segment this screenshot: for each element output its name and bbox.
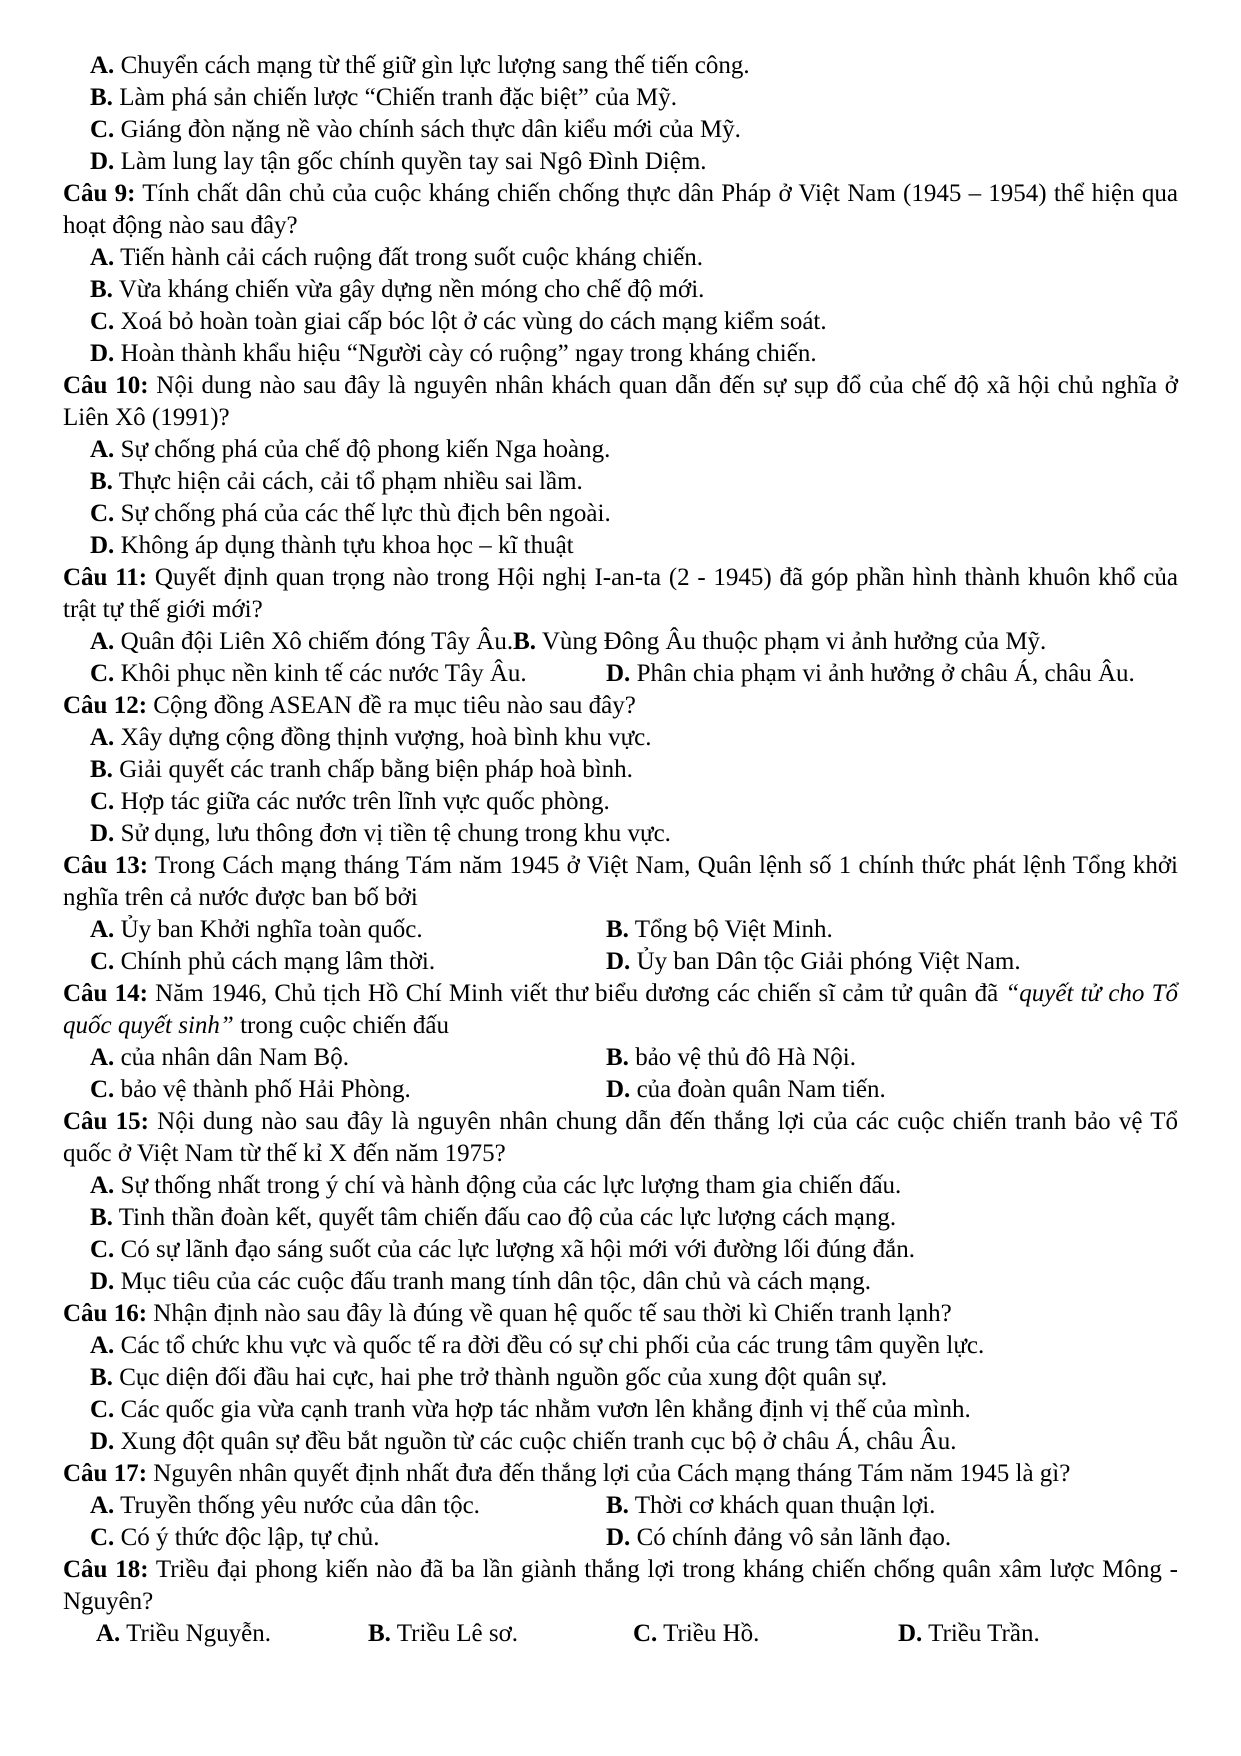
question	[63, 978, 1178, 1042]
question-text: Nội dung nào sau đây là nguyên nhân khách quan dẫn đến sự sụp đổ của chế độ xã hội chủ nghĩa ở Liên Xô (1991)?	[63, 372, 1178, 431]
question-text-italic: “quyết tử cho Tổ quốc quyết sinh”	[63, 980, 1178, 1039]
question	[63, 690, 1178, 722]
option-letter: A.	[90, 436, 115, 463]
option-letter: A.	[90, 916, 115, 943]
option-row-four-col	[63, 1618, 1178, 1650]
question-text: trong cuộc chiến đấu	[233, 1012, 450, 1039]
option-cell: D. Phân chia phạm vi ảnh hưởng ở châu Á, châu Âu.	[606, 660, 1135, 687]
question-label: Câu 10:	[63, 372, 149, 399]
option	[63, 1394, 1178, 1426]
option-letter: C.	[90, 116, 115, 143]
option	[63, 498, 1178, 530]
option-letter: A.	[90, 52, 115, 79]
question-text: Năm 1946, Chủ tịch Hồ Chí Minh viết thư biểu dương các chiến sĩ cảm tử quân đã	[147, 980, 1006, 1007]
option	[63, 114, 1178, 146]
option-cell: A. Ủy ban Khởi nghĩa toàn quốc.	[90, 916, 423, 943]
question	[63, 370, 1178, 434]
option-cell: A. Truyền thống yêu nước của dân tộc.	[90, 1492, 480, 1519]
option-cell: D. Làm lung lay tận gốc chính quyền tay sai Ngô Đình Diệm.	[90, 148, 707, 175]
option-cell: A. Chuyển cách mạng từ thế giữ gìn lực lượng sang thế tiến công.	[90, 52, 750, 79]
option	[63, 338, 1178, 370]
option-letter: C.	[633, 1620, 658, 1647]
question	[63, 850, 1178, 914]
option-letter: B.	[90, 1204, 113, 1231]
option-cell: C. Có ý thức độc lập, tự chủ.	[90, 1524, 380, 1551]
option-letter: B.	[368, 1620, 391, 1647]
option-cell: A. Tiến hành cải cách ruộng đất trong suốt cuộc kháng chiến.	[90, 244, 704, 271]
option-letter: D.	[606, 948, 631, 975]
option	[63, 434, 1178, 466]
option	[63, 722, 1178, 754]
option-letter: D.	[90, 532, 115, 559]
option	[63, 466, 1178, 498]
option	[63, 1266, 1178, 1298]
option-cell: C. Các quốc gia vừa cạnh tranh vừa hợp tác nhằm vươn lên khẳng định vị thế của mình.	[90, 1396, 971, 1423]
option-cell: C. Có sự lãnh đạo sáng suốt của các lực lượng xã hội mới với đường lối đúng đắn.	[90, 1236, 916, 1263]
option-cell: D. Triều Trần.	[898, 1620, 1040, 1647]
option-cell: D. của đoàn quân Nam tiến.	[606, 1076, 886, 1103]
option-cell: B. Vùng Đông Âu thuộc phạm vi ảnh hưởng của Mỹ.	[513, 628, 1047, 655]
option-letter: A.	[90, 1044, 115, 1071]
option-cell: C. Xoá bỏ hoàn toàn giai cấp bóc lột ở các vùng do cách mạng kiểm soát.	[90, 308, 827, 335]
option	[63, 50, 1178, 82]
question-text: Trong Cách mạng tháng Tám năm 1945 ở Việt Nam, Quân lệnh số 1 chính thức phát lệnh Tổng khởi nghĩa trên cả nước được ban bố bởi	[63, 852, 1178, 911]
question-label: Câu 12:	[63, 692, 148, 719]
option-cell: A. Triều Nguyễn.	[96, 1620, 272, 1647]
option-letter: B.	[606, 1044, 629, 1071]
option-letter: D.	[606, 1076, 631, 1103]
option-cell: A. Sự thống nhất trong ý chí và hành động của các lực lượng tham gia chiến đấu.	[90, 1172, 902, 1199]
option-cell: A. Các tổ chức khu vực và quốc tế ra đời đều có sự chi phối của các trung tâm quyền lực.	[90, 1332, 985, 1359]
option-row-two-col	[63, 658, 1178, 690]
option-letter: C.	[90, 948, 115, 975]
option-cell: D. Không áp dụng thành tựu khoa học – kĩ thuật	[90, 532, 574, 559]
option	[63, 1170, 1178, 1202]
question-text: Quyết định quan trọng nào trong Hội nghị I-an-ta (2 - 1945) đã góp phần hình thành khuôn khổ của trật tự thế giới mới?	[63, 564, 1178, 623]
option-cell: B. Thực hiện cải cách, cải tổ phạm nhiều sai lầm.	[90, 468, 583, 495]
option-cell: B. Triều Lê sơ.	[368, 1620, 519, 1647]
option-letter: D.	[606, 1524, 631, 1551]
option-letter: C.	[90, 1524, 115, 1551]
option	[63, 754, 1178, 786]
question-label: Câu 13:	[63, 852, 149, 879]
option-cell: C. Giáng đòn nặng nề vào chính sách thực dân kiểu mới của Mỹ.	[90, 116, 741, 143]
question-label: Câu 11:	[63, 564, 148, 591]
option-cell: A. Xây dựng cộng đồng thịnh vượng, hoà bình khu vực.	[90, 724, 652, 751]
option-cell: A. Quân đội Liên Xô chiếm đóng Tây Âu.	[90, 628, 514, 655]
option-letter: A.	[90, 1172, 115, 1199]
option	[63, 242, 1178, 274]
option-letter: A.	[90, 1492, 115, 1519]
option-letter: B.	[513, 628, 537, 655]
option-letter: D.	[898, 1620, 923, 1647]
option-row-two-col	[63, 1074, 1178, 1106]
question-label: Câu 18:	[63, 1556, 149, 1583]
option-letter: D.	[90, 340, 115, 367]
option-letter: A.	[90, 1332, 115, 1359]
question	[63, 178, 1178, 242]
option-row-inline	[63, 626, 1178, 658]
option-cell: C. Hợp tác giữa các nước trên lĩnh vực quốc phòng.	[90, 788, 610, 815]
option-row-two-col	[63, 946, 1178, 978]
option-letter: B.	[606, 1492, 629, 1519]
option-cell: C. Khôi phục nền kinh tế các nước Tây Âu.	[90, 660, 527, 687]
option-letter: A.	[96, 1620, 121, 1647]
option	[63, 1202, 1178, 1234]
option-cell: D. Mục tiêu của các cuộc đấu tranh mang tính dân tộc, dân chủ và cách mạng.	[90, 1268, 871, 1295]
option-letter: A.	[90, 724, 115, 751]
question-label: Câu 14:	[63, 980, 148, 1007]
option-cell: B. Làm phá sản chiến lược “Chiến tranh đặc biệt” của Mỹ.	[90, 84, 677, 111]
option-letter: B.	[90, 468, 113, 495]
question	[63, 1458, 1178, 1490]
option	[63, 1330, 1178, 1362]
option-cell: D. Có chính đảng vô sản lãnh đạo.	[606, 1524, 952, 1551]
option-letter: D.	[90, 820, 115, 847]
question-text: Nguyên nhân quyết định nhất đưa đến thắng lợi của Cách mạng tháng Tám năm 1945 là gì?	[147, 1460, 1071, 1487]
option-cell: B. Cục diện đối đầu hai cực, hai phe trở thành nguồn gốc của xung đột quân sự.	[90, 1364, 888, 1391]
option-cell: D. Xung đột quân sự đều bắt nguồn từ các cuộc chiến tranh cục bộ ở châu Á, châu Âu.	[90, 1428, 957, 1455]
option-letter: A.	[90, 244, 115, 271]
option-cell: B. bảo vệ thủ đô Hà Nội.	[606, 1044, 856, 1071]
option-letter: D.	[90, 1268, 115, 1295]
option-letter: C.	[90, 1396, 115, 1423]
option-cell: A. của nhân dân Nam Bộ.	[90, 1044, 349, 1071]
question-label: Câu 9:	[63, 180, 136, 207]
option	[63, 786, 1178, 818]
option	[63, 1362, 1178, 1394]
option	[63, 530, 1178, 562]
option	[63, 82, 1178, 114]
question-text: Nhận định nào sau đây là đúng về quan hệ quốc tế sau thời kì Chiến tranh lạnh?	[147, 1300, 952, 1327]
option-cell: C. Chính phủ cách mạng lâm thời.	[90, 948, 436, 975]
question-text: Triều đại phong kiến nào đã ba lần giành thắng lợi trong kháng chiến chống quân xâm lược Mông - Nguyên?	[63, 1556, 1178, 1615]
question-text: Nội dung nào sau đây là nguyên nhân chung dẫn đến thắng lợi của các cuộc chiến tranh bảo vệ Tổ quốc ở Việt Nam từ thế kỉ X đến năm 1975?	[63, 1108, 1178, 1167]
question	[63, 562, 1178, 626]
question	[63, 1106, 1178, 1170]
option-letter: B.	[606, 916, 629, 943]
option-letter: C.	[90, 500, 115, 527]
option-letter: B.	[90, 276, 113, 303]
option-row-two-col	[63, 914, 1178, 946]
option-cell: D. Ủy ban Dân tộc Giải phóng Việt Nam.	[606, 948, 1021, 975]
option-cell: C. bảo vệ thành phố Hải Phòng.	[90, 1076, 411, 1103]
option-cell: B. Giải quyết các tranh chấp bằng biện pháp hoà bình.	[90, 756, 633, 783]
option-cell: D. Sử dụng, lưu thông đơn vị tiền tệ chung trong khu vực.	[90, 820, 671, 847]
option-letter: B.	[90, 84, 113, 111]
option	[63, 1234, 1178, 1266]
option-row-two-col	[63, 1490, 1178, 1522]
option-letter: B.	[90, 1364, 113, 1391]
question	[63, 1554, 1178, 1618]
question-text: Tính chất dân chủ của cuộc kháng chiến chống thực dân Pháp ở Việt Nam (1945 – 1954) thể hiện qua hoạt động nào sau đây?	[63, 180, 1178, 239]
option-cell: B. Vừa kháng chiến vừa gây dựng nền móng cho chế độ mới.	[90, 276, 705, 303]
option-letter: C.	[90, 1236, 115, 1263]
option-cell: C. Sự chống phá của các thế lực thù địch bên ngoài.	[90, 500, 611, 527]
question-label: Câu 17:	[63, 1460, 148, 1487]
option-letter: C.	[90, 660, 115, 687]
option-letter: A.	[90, 628, 115, 655]
option-row-two-col	[63, 1522, 1178, 1554]
question-label: Câu 15:	[63, 1108, 149, 1135]
option	[63, 306, 1178, 338]
option-cell: C. Triều Hồ.	[633, 1620, 760, 1647]
question	[63, 1298, 1178, 1330]
question-label: Câu 16:	[63, 1300, 148, 1327]
option-letter: D.	[606, 660, 631, 687]
option-letter: C.	[90, 308, 115, 335]
option-row-two-col	[63, 1042, 1178, 1074]
option-cell: B. Tinh thần đoàn kết, quyết tâm chiến đấu cao độ của các lực lượng cách mạng.	[90, 1204, 897, 1231]
option-letter: B.	[90, 756, 113, 783]
option-letter: C.	[90, 788, 115, 815]
option-cell: B. Tổng bộ Việt Minh.	[606, 916, 833, 943]
option-letter: D.	[90, 1428, 115, 1455]
option	[63, 146, 1178, 178]
option-cell: A. Sự chống phá của chế độ phong kiến Nga hoàng.	[90, 436, 611, 463]
option	[63, 274, 1178, 306]
option-cell: D. Hoàn thành khẩu hiệu “Người cày có ruộng” ngay trong kháng chiến.	[90, 340, 817, 367]
option	[63, 818, 1178, 850]
option-letter: D.	[90, 148, 115, 175]
option-cell: B. Thời cơ khách quan thuận lợi.	[606, 1492, 936, 1519]
option	[63, 1426, 1178, 1458]
option-letter: C.	[90, 1076, 115, 1103]
question-text: Cộng đồng ASEAN đề ra mục tiêu nào sau đây?	[147, 692, 636, 719]
